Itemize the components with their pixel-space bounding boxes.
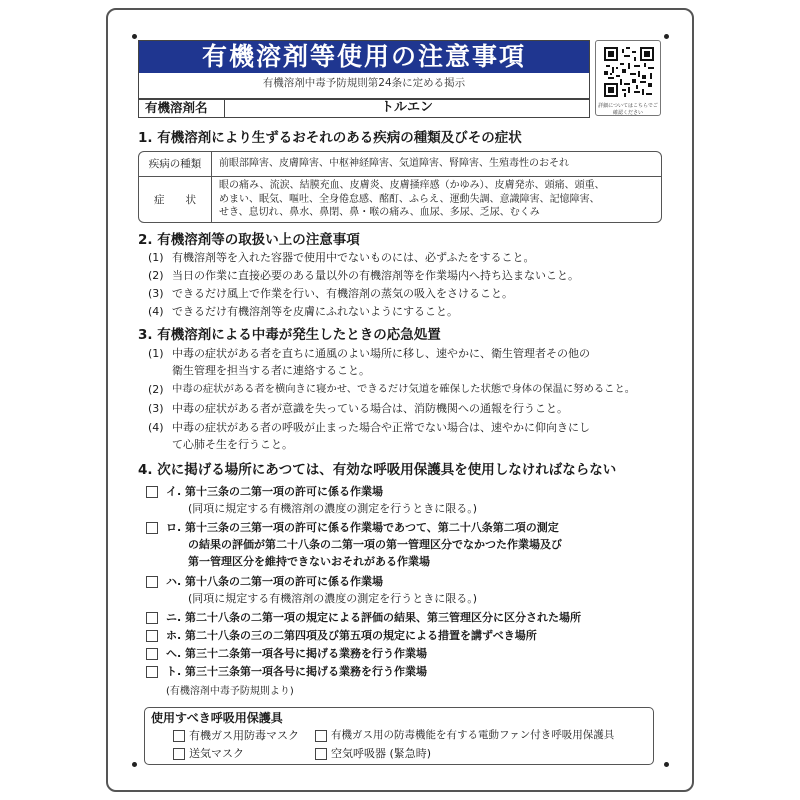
location-item: ト. 第三十三条第一項各号に掲げる業務を行う作業場: [166, 665, 428, 678]
location-item: イ. 第十三条の二第一項の許可に係る作業場: [166, 485, 384, 498]
checkbox-i[interactable]: [146, 486, 158, 498]
mounting-hole: [664, 34, 669, 39]
symptom-line: めまい、眠気、嘔吐、全身倦怠感、酩酊、ふらえ、運動失調、意識障害、記憶障害、: [219, 193, 600, 205]
respirator-option: 空気呼吸器 (緊急時): [331, 747, 432, 760]
location-item: ヘ. 第三十二条第一項各号に掲げる業務を行う作業場: [166, 647, 428, 660]
checkbox-ha[interactable]: [146, 576, 158, 588]
location-item-note: (同項に規定する有機溶剤の濃度の測定を行うときに限る。): [188, 592, 478, 605]
section1-heading: 1. 有機溶剤により生ずるおそれのある疾病の種類及びその症状: [138, 130, 522, 146]
page-title: 有機溶剤等使用の注意事項: [139, 41, 589, 73]
respirator-option: 有機ガス用の防毒機能を有する電動ファン付き呼吸用保護具: [331, 729, 615, 741]
checkbox-airline-mask[interactable]: [173, 748, 185, 760]
section4-heading: 4. 次に掲げる場所にあつては、有効な呼吸用保護具を使用しなければならない: [138, 462, 617, 478]
respirator-option: 有機ガス用防毒マスク: [189, 729, 299, 742]
handling-rule: できるだけ風上で作業を行い、有機溶剤の蒸気の吸入をさけること。: [172, 287, 513, 300]
location-item: ホ. 第二十八条の三の二第四項及び第五項の規定による措置を講ずべき場所: [166, 629, 537, 642]
disease-text: 前眼部障害、皮膚障害、中枢神経障害、気道障害、腎障害、生殖毒性のおそれ: [219, 158, 569, 169]
table-divider: [211, 152, 212, 222]
checkbox-gas-mask[interactable]: [173, 730, 185, 742]
handling-rule: 有機溶剤等を入れた容器で使用中でないものには、必ずふたをすること。: [172, 251, 535, 264]
item-number: (1): [148, 347, 164, 360]
first-aid-step: 中毒の症状がある者を横向きに寝かせ、できるだけ気道を確保した状態で身体の保温に努めること。: [172, 383, 636, 395]
location-item: 第一管理区分を維持できないおそれがある作業場: [188, 555, 430, 568]
mounting-hole: [664, 762, 669, 767]
location-item-note: (同項に規定する有機溶剤の濃度の測定を行うときに限る。): [188, 502, 478, 515]
disease-label: 疾病の種類: [148, 158, 202, 170]
handling-rule: できるだけ有機溶剤等を皮膚にふれないようにすること。: [172, 305, 458, 318]
checkbox-powered-respirator[interactable]: [315, 730, 327, 742]
symptom-label: 症 状: [154, 194, 196, 206]
location-item: ロ. 第十三条の三第一項の許可に係る作業場であつて、第二十八条第二項の測定: [166, 521, 559, 534]
checkbox-ho[interactable]: [146, 630, 158, 642]
regulation-source: (有機溶剤中毒予防規則より): [166, 686, 294, 697]
first-aid-step: て心肺そ生を行うこと。: [172, 438, 293, 451]
respirator-option: 送気マスク: [189, 747, 244, 760]
item-number: (3): [148, 287, 164, 300]
table-divider: [139, 176, 661, 177]
handling-rule: 当日の作業に直接必要のある量以外の有機溶剤等を作業場内へ持ち込まないこと。: [172, 269, 579, 282]
solvent-value: トルエン: [380, 100, 433, 115]
qr-panel[interactable]: [595, 40, 661, 116]
checkbox-ro[interactable]: [146, 522, 158, 534]
first-aid-step: 中毒の症状がある者の呼吸が止まった場合や正常でない場合は、速やかに仰向きにし: [172, 421, 590, 434]
qr-code-icon: [604, 47, 654, 97]
page-subtitle: 有機溶剤中毒予防規則第24条に定める掲示: [262, 77, 466, 89]
checkbox-to[interactable]: [146, 666, 158, 678]
item-number: (4): [148, 421, 164, 434]
symptom-line: せき、息切れ、鼻水、鼻閉、鼻・喉の痛み、血尿、多尿、乏尿、むくみ: [219, 207, 540, 218]
section3-heading: 3. 有機溶剤による中毒が発生したときの応急処置: [138, 327, 441, 343]
symptom-line: 眼の痛み、流涙、結膜充血、皮膚炎、皮膚掻痒感（かゆみ）、皮膚発赤、頭痛、頭重、: [219, 180, 605, 191]
checkbox-ni[interactable]: [146, 612, 158, 624]
location-item: ニ. 第二十八条の二第一項の規定による評価の結果、第三管理区分に区分された場所: [166, 611, 582, 624]
title-box: [138, 40, 590, 100]
first-aid-step: 中毒の症状がある者が意識を失っている場合は、消防機関への通報を行うこと。: [172, 402, 568, 415]
item-number: (4): [148, 305, 164, 318]
mounting-hole: [132, 762, 137, 767]
qr-caption: 詳細についてはこちらでご確認ください: [598, 103, 658, 116]
item-number: (1): [148, 251, 164, 264]
disease-table: [138, 151, 662, 223]
mounting-hole: [132, 34, 137, 39]
location-item: の結果の評価が第二十八条の二第一項の第一管理区分でなかつた作業場及び: [188, 538, 562, 551]
solvent-label: 有機溶剤名: [139, 99, 225, 117]
respirator-title: 使用すべき呼吸用保護具: [151, 711, 283, 725]
first-aid-step: 中毒の症状がある者を直ちに通風のよい場所に移し、速やかに、衛生管理者その他の: [172, 347, 590, 360]
item-number: (2): [148, 269, 164, 282]
solvent-name-row: [138, 98, 590, 118]
location-item: ハ. 第十八条の二第一項の許可に係る作業場: [166, 575, 384, 588]
item-number: (2): [148, 383, 164, 396]
item-number: (3): [148, 402, 164, 415]
first-aid-step: 衛生管理を担当する者に連絡すること。: [172, 364, 370, 377]
checkbox-he[interactable]: [146, 648, 158, 660]
section2-heading: 2. 有機溶剤等の取扱い上の注意事項: [138, 232, 360, 248]
respirator-box: [144, 707, 654, 765]
safety-sign-board: [106, 8, 694, 792]
checkbox-scba[interactable]: [315, 748, 327, 760]
